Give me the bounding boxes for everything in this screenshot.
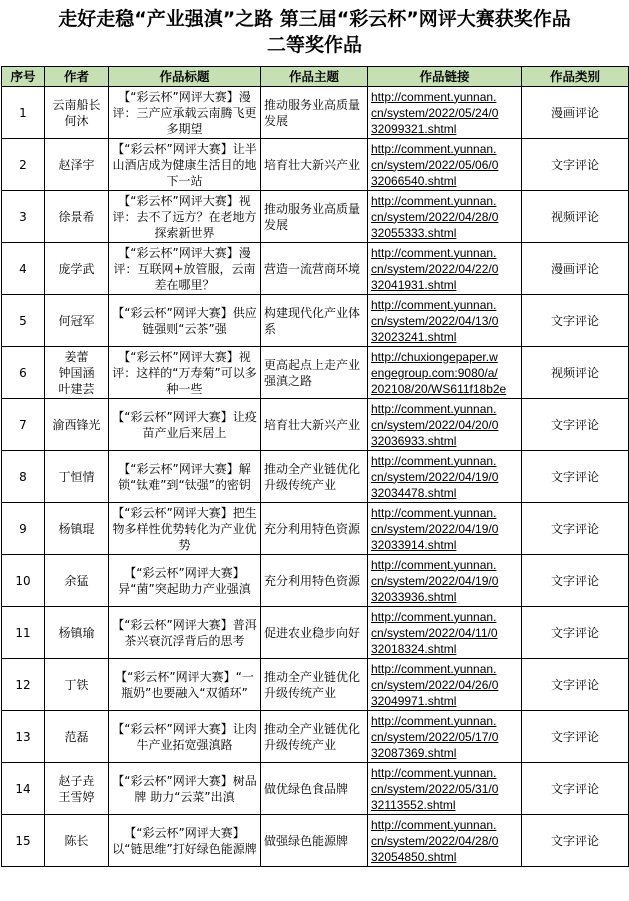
row-title	[109, 659, 261, 711]
row-type: 文字评论	[522, 503, 629, 555]
row-index: 7	[2, 399, 45, 451]
author-name: 陈长	[64, 833, 89, 848]
author-name: 丁恒情	[58, 469, 95, 484]
work-link-segment[interactable]: http://comment.yunnan.	[371, 609, 497, 624]
work-link-segment[interactable]: 202108/20/WS611f18b2e	[371, 381, 507, 396]
work-link-segment[interactable]: http://comment.yunnan.	[371, 765, 497, 780]
work-link-segment[interactable]: 32033936.shtml	[371, 589, 457, 604]
row-title	[109, 87, 261, 139]
table-row	[2, 191, 629, 243]
work-link-segment[interactable]: cn/system/2022/05/31/0	[371, 781, 499, 796]
row-type: 文字评论	[522, 659, 629, 711]
row-theme: 培育壮大新兴产业	[261, 139, 368, 191]
row-theme: 推动全产业链优化升级传统产业	[261, 451, 368, 503]
row-type: 视频评论	[522, 347, 629, 399]
row-type: 漫画评论	[522, 87, 629, 139]
row-link[interactable]	[368, 659, 522, 711]
row-link[interactable]	[368, 399, 522, 451]
row-title	[109, 555, 261, 607]
row-type: 文字评论	[522, 451, 629, 503]
table-row	[2, 87, 629, 139]
row-index: 9	[2, 503, 45, 555]
row-link[interactable]	[368, 503, 522, 555]
row-title	[109, 607, 261, 659]
author-name: 叶建芸	[58, 381, 95, 396]
table-row	[2, 763, 629, 815]
table-row	[2, 659, 629, 711]
work-link-segment[interactable]: http://comment.yunnan.	[371, 141, 497, 156]
row-author	[45, 399, 109, 451]
row-author	[45, 295, 109, 347]
row-theme: 培育壮大新兴产业	[261, 399, 368, 451]
work-link-segment[interactable]: cn/system/2022/05/06/0	[371, 157, 499, 172]
column-header-type: 作品类别	[522, 67, 629, 87]
work-title: 【“彩云杯”网评大赛】视评：这样的“万寿菊”可以多种一些	[112, 349, 257, 396]
row-author	[45, 815, 109, 867]
work-title: 【“彩云杯”网评大赛】解锁“钛难”到“钛强”的密钥	[118, 461, 251, 492]
row-type: 文字评论	[522, 139, 629, 191]
row-link[interactable]	[368, 711, 522, 763]
work-link-segment[interactable]: 32041931.shtml	[371, 277, 457, 292]
work-link-segment[interactable]: 32066540.shtml	[371, 173, 457, 188]
row-index: 4	[2, 243, 45, 295]
work-link-segment[interactable]: cn/system/2022/04/19/0	[371, 469, 499, 484]
row-author	[45, 659, 109, 711]
row-type: 视频评论	[522, 191, 629, 243]
row-type: 文字评论	[522, 711, 629, 763]
work-title: 【“彩云杯”网评大赛】普洱茶兴衰沉浮背后的思考	[112, 617, 257, 648]
row-type: 文字评论	[522, 399, 629, 451]
row-theme: 充分利用特色资源	[261, 503, 368, 555]
row-link[interactable]	[368, 555, 522, 607]
work-link-segment[interactable]: cn/system/2022/04/19/0	[371, 521, 499, 536]
row-link[interactable]	[368, 607, 522, 659]
row-index: 12	[2, 659, 45, 711]
table-row	[2, 243, 629, 295]
table-row	[2, 295, 629, 347]
row-link[interactable]	[368, 347, 522, 399]
work-link-segment[interactable]: http://comment.yunnan.	[371, 505, 497, 520]
row-link[interactable]	[368, 763, 522, 815]
work-link-segment[interactable]: http://chuxiongepaper.w	[371, 349, 498, 364]
work-title: 【“彩云杯”网评大赛】漫评：三产应承载云南腾飞更多期望	[112, 89, 257, 136]
row-title	[109, 763, 261, 815]
row-type: 文字评论	[522, 555, 629, 607]
page-title	[0, 0, 629, 66]
work-link-segment[interactable]: http://comment.yunnan.	[371, 817, 497, 832]
work-link-segment[interactable]: http://comment.yunnan.	[371, 557, 497, 572]
author-name: 赵子垚	[58, 773, 95, 788]
column-header-index: 序号	[2, 67, 45, 87]
row-title	[109, 243, 261, 295]
work-link-segment[interactable]: cn/system/2022/04/20/0	[371, 417, 499, 432]
author-name: 王雪婷	[58, 789, 95, 804]
work-link-segment[interactable]: http://comment.yunnan.	[371, 713, 497, 728]
row-link[interactable]	[368, 815, 522, 867]
row-type: 文字评论	[522, 295, 629, 347]
row-title	[109, 711, 261, 763]
work-link-segment[interactable]: 32087369.shtml	[371, 745, 457, 760]
row-theme: 做强绿色能源牌	[261, 815, 368, 867]
row-link[interactable]	[368, 295, 522, 347]
work-title: 【“彩云杯”网评大赛】让半山酒店成为健康生活目的地下一站	[112, 141, 257, 188]
row-type: 文字评论	[522, 607, 629, 659]
row-author	[45, 555, 109, 607]
work-title: 【“彩云杯”网评大赛】“一瓶奶”也要融入“双循环”	[115, 669, 254, 700]
awards-table	[1, 66, 629, 867]
work-link-segment[interactable]: cn/system/2022/04/13/0	[371, 313, 499, 328]
table-row	[2, 711, 629, 763]
row-author	[45, 711, 109, 763]
author-name: 徐景希	[58, 209, 95, 224]
work-link-segment[interactable]: cn/system/2022/04/22/0	[371, 261, 499, 276]
row-theme: 构建现代化产业体系	[261, 295, 368, 347]
row-title	[109, 191, 261, 243]
row-type: 漫画评论	[522, 243, 629, 295]
work-link-segment[interactable]: cn/system/2022/04/28/0	[371, 209, 499, 224]
column-header-title: 作品标题	[109, 67, 261, 87]
row-link[interactable]	[368, 451, 522, 503]
row-theme: 做优绿色食品牌	[261, 763, 368, 815]
table-row	[2, 503, 629, 555]
table-row	[2, 451, 629, 503]
table-row	[2, 555, 629, 607]
author-name: 杨镇琨	[58, 521, 95, 536]
author-name: 丁铁	[64, 677, 89, 692]
work-title: 【“彩云杯”网评大赛】让肉牛产业拓宽强滇路	[112, 721, 257, 752]
row-theme: 促进农业稳步向好	[261, 607, 368, 659]
row-link[interactable]	[368, 191, 522, 243]
row-index: 3	[2, 191, 45, 243]
row-type: 文字评论	[522, 815, 629, 867]
row-theme: 推动服务业高质量发展	[261, 191, 368, 243]
table-body	[2, 87, 629, 867]
work-title: 【“彩云杯”网评大赛】把生物多样性优势转化为产业优势	[112, 505, 257, 552]
row-index: 15	[2, 815, 45, 867]
table-row	[2, 607, 629, 659]
row-author	[45, 243, 109, 295]
work-link-segment[interactable]: http://comment.yunnan.	[371, 297, 497, 312]
row-theme: 推动全产业链优化升级传统产业	[261, 711, 368, 763]
row-title	[109, 139, 261, 191]
row-link[interactable]	[368, 139, 522, 191]
work-title: 【“彩云杯”网评大赛】供应链强则“云茶”强	[112, 305, 257, 336]
row-theme: 更高起点上走产业强滇之路	[261, 347, 368, 399]
row-index: 6	[2, 347, 45, 399]
row-author	[45, 191, 109, 243]
work-link-segment[interactable]: engegroup.com:9080/a/	[371, 365, 498, 380]
work-link-segment[interactable]: 32099321.shtml	[371, 121, 457, 136]
work-title: 【“彩云杯”网评大赛】异“菌”突起助力产业强滇	[118, 565, 251, 596]
row-index: 13	[2, 711, 45, 763]
row-author	[45, 607, 109, 659]
row-author	[45, 87, 109, 139]
work-link-segment[interactable]: 32033914.shtml	[371, 537, 457, 552]
page-title-line-1: 走好走稳“产业强滇”之路 第三届“彩云杯”网评大赛获奖作品	[58, 8, 571, 30]
author-name: 钟国涵	[58, 365, 95, 380]
author-name: 姜蕾	[64, 349, 89, 364]
work-link-segment[interactable]: 32113552.shtml	[371, 797, 456, 812]
author-name: 余猛	[64, 573, 89, 588]
author-name: 范磊	[64, 729, 89, 744]
row-author	[45, 139, 109, 191]
work-link-segment[interactable]: http://comment.yunnan.	[371, 89, 497, 104]
row-link[interactable]	[368, 87, 522, 139]
row-link[interactable]	[368, 243, 522, 295]
row-theme: 推动全产业链优化升级传统产业	[261, 659, 368, 711]
table-row	[2, 139, 629, 191]
row-theme: 营造一流营商环境	[261, 243, 368, 295]
work-link-segment[interactable]: cn/system/2022/04/19/0	[371, 573, 499, 588]
work-link-segment[interactable]: 32034478.shtml	[371, 485, 457, 500]
work-link-segment[interactable]: http://comment.yunnan.	[371, 193, 497, 208]
row-author	[45, 347, 109, 399]
work-link-segment[interactable]: cn/system/2022/05/24/0	[371, 105, 499, 120]
table-row	[2, 815, 629, 867]
work-link-segment[interactable]: cn/system/2022/04/28/0	[371, 833, 499, 848]
author-name: 庞学武	[58, 261, 95, 276]
row-index: 1	[2, 87, 45, 139]
table-header-row	[2, 67, 629, 87]
author-name: 云南船长	[52, 97, 101, 112]
row-title	[109, 815, 261, 867]
row-index: 5	[2, 295, 45, 347]
row-index: 2	[2, 139, 45, 191]
work-link-segment[interactable]: http://comment.yunnan.	[371, 661, 497, 676]
work-link-segment[interactable]: 32036933.shtml	[371, 433, 457, 448]
work-title: 【“彩云杯”网评大赛】让疫苗产业后来居上	[112, 409, 257, 440]
work-title: 【“彩云杯”网评大赛】以“链思维”打好绿色能源牌	[112, 825, 257, 856]
row-title	[109, 451, 261, 503]
author-name: 杨镇瑜	[58, 625, 95, 640]
work-link-segment[interactable]: cn/system/2022/04/26/0	[371, 677, 499, 692]
table-row	[2, 347, 629, 399]
table-row	[2, 399, 629, 451]
work-link-segment[interactable]: 32018324.shtml	[371, 641, 457, 656]
work-link-segment[interactable]: http://comment.yunnan.	[371, 401, 497, 416]
row-title	[109, 347, 261, 399]
row-title	[109, 503, 261, 555]
row-type: 文字评论	[522, 763, 629, 815]
row-index: 8	[2, 451, 45, 503]
column-header-link: 作品链接	[368, 67, 522, 87]
page-title-line-2: 二等奖作品	[266, 34, 362, 56]
row-index: 11	[2, 607, 45, 659]
row-theme: 充分利用特色资源	[261, 555, 368, 607]
work-title: 【“彩云杯”网评大赛】漫评：互联网+放管服，云南差在哪里？	[113, 245, 256, 292]
work-link-segment[interactable]: 32055333.shtml	[371, 225, 457, 240]
work-link-segment[interactable]: cn/system/2022/04/11/0	[371, 625, 498, 640]
work-link-segment[interactable]: cn/system/2022/05/17/0	[371, 729, 499, 744]
author-name: 赵泽宇	[58, 157, 95, 172]
work-title: 【“彩云杯”网评大赛】视评：去不了远方？在老地方探索新世界	[112, 193, 257, 240]
row-author	[45, 503, 109, 555]
author-name: 何沐	[64, 113, 89, 128]
author-name: 何冠军	[58, 313, 95, 328]
author-name: 渝西锋光	[52, 417, 101, 432]
row-author	[45, 763, 109, 815]
row-title	[109, 295, 261, 347]
work-link-segment[interactable]: 32023241.shtml	[371, 329, 457, 344]
work-link-segment[interactable]: 32049971.shtml	[371, 693, 457, 708]
row-index: 10	[2, 555, 45, 607]
work-title: 【“彩云杯”网评大赛】树品牌 助力“云菜”出滇	[112, 773, 257, 804]
work-link-segment[interactable]: http://comment.yunnan.	[371, 245, 497, 260]
work-link-segment[interactable]: 32054850.shtml	[371, 849, 457, 864]
column-header-author: 作者	[45, 67, 109, 87]
row-title	[109, 399, 261, 451]
row-index: 14	[2, 763, 45, 815]
row-theme: 推动服务业高质量发展	[261, 87, 368, 139]
work-link-segment[interactable]: http://comment.yunnan.	[371, 453, 497, 468]
row-author	[45, 451, 109, 503]
column-header-theme: 作品主题	[261, 67, 368, 87]
